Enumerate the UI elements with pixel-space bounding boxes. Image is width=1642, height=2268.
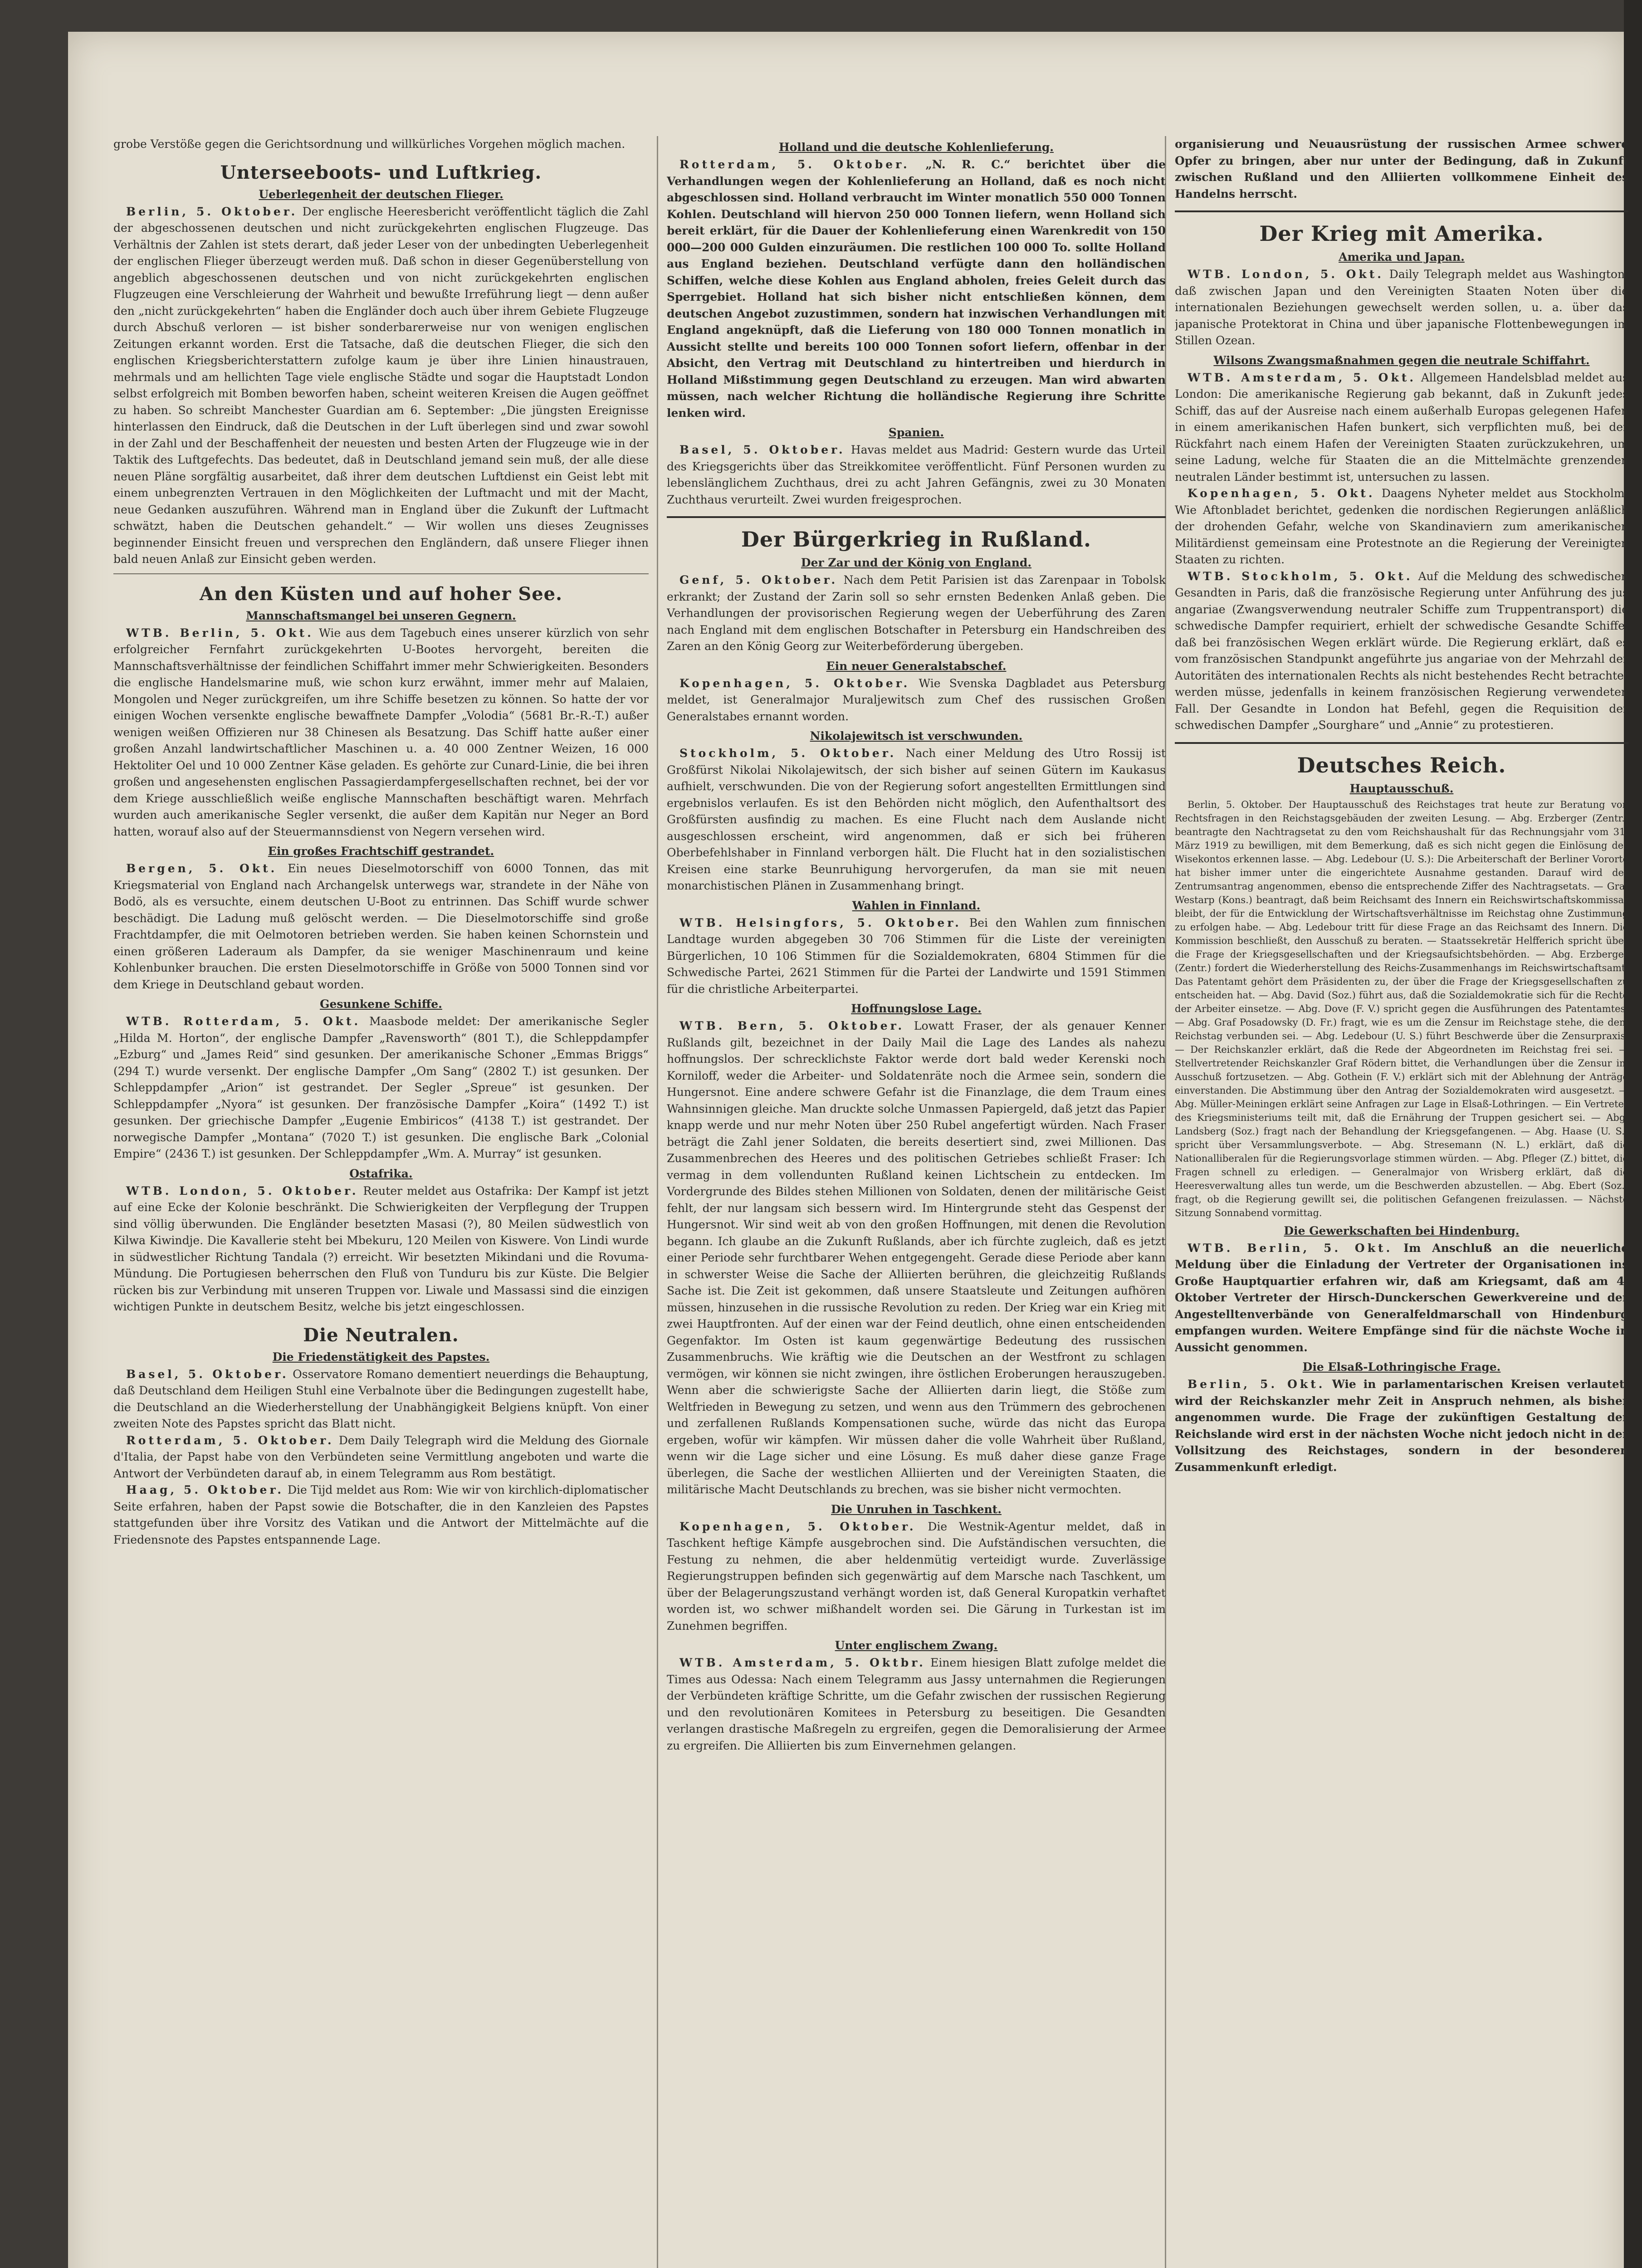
- article-text: Ein neues Dieselmotorschiff von 6000 Tonnen, das mit Kriegsmaterial von England nach Archangelsk unterwegs war, strandete in der Nähe von Bodö, als es versuchte, einem deutschen U-Boot zu entrinnen. Das Schiff wurde schwer beschädigt. Die Ladung muß gelöscht werden. — Die Dieselmotorschiffe sind große Frachtdampfer, die mit Oelmotoren betrieben werden. Sie haben keinen Schornstein und einen größeren Laderaum als Dampfer, da sie weniger Maschinenraum und keine Kohlenbunker brauchen. Die ersten Dieselmotorschiffe in Größe von 5000 Tonnen sind vor dem Kriege in Deutschland gebaut worden.: [113, 862, 649, 991]
- article-text: Daily Telegraph meldet aus Washington, daß zwischen Japan und den Vereinigten Staaten Noten über die internationalen Beziehungen gewechselt werden sollen, u. a. über das japanische Protektorat in China und über japanische Flottenbewegungen im Stillen Ozean.: [1175, 268, 1628, 347]
- dateline: Kopenhagen, 5. Oktober.: [679, 1520, 916, 1533]
- dateline: WTB. London, 5. Okt.: [1188, 268, 1384, 281]
- dateline: Kopenhagen, 5. Oktober.: [679, 676, 910, 690]
- subheading-generalstabschef: Ein neuer Generalstabschef.: [826, 659, 1007, 673]
- article-text: Auf die Meldung des schwedischen Gesandten in Paris, daß die französische Regierung unter Anführung des jus angariae (Zwangsverwendung neutraler Schiffe zum Truppentransport) die schwedische Dampfer requiriert, erhielt der schwedische Gesandte Schiffe, daß bei französischen Wegen erklärt würde. Die Regierung erklärt, daß es vom französischen Standpunkt angeführte jus angariae von der Mehrzahl der Autoritäten des internationalen Rechts als nicht bestehendes Recht betrachtet werden müsse, jedenfalls in keinem französischen Regierung verwendeten Fall. Der Gesandte in London hat Befehl, gegen die Requisition der schwedischen Dampfer „Sourghare“ und „Annie“ zu protestieren.: [1175, 569, 1628, 732]
- article-text: Osservatore Romano dementiert neuerdings die Behauptung, daß Deutschland dem Heiligen Stuhl eine Verbalnote über die Bedingungen zugestellt habe, die Deutschland an die Wiederherstellung der Unabhängigkeit Belgiens knüpft. Von einer zweiten Note des Papstes spricht das Blatt nicht.: [113, 1367, 649, 1430]
- dateline: WTB. Berlin, 5. Okt.: [1188, 1241, 1393, 1255]
- dateline: WTB. Stockholm, 5. Okt.: [1188, 569, 1413, 583]
- dateline: WTB. Amsterdam, 5. Oktbr.: [679, 1656, 926, 1669]
- section-title-kuesten: An den Küsten und auf hoher See.: [199, 583, 563, 605]
- subheading-taschkent: Die Unruhen in Taschkent.: [831, 1502, 1002, 1516]
- section-title-deutsches-reich: Deutsches Reich.: [1297, 753, 1506, 777]
- dateline: Rotterdam, 5. Oktober.: [679, 158, 910, 171]
- article-text: Wie aus dem Tagebuch eines unserer kürzlich von sehr erfolgreicher Fernfahrt zurückgekehrten U-Bootes hervorgeht, bereiten die Mannschaftsverhältnisse der feindlichen Schiffahrt immer mehr Schwierigkeiten. Besonders die englische Handelsmarine muß, wie schon kurz erwähnt, immer mehr auf Malaien, Mongolen und Neger zurückgreifen, um ihre Schiffe besetzen zu können. So hatte der vor einigen Wochen versenkte englische bewaffnete Dampfer „Volodia“ (5681 Br.-R.-T.) außer wenigen weißen Offizieren nur 38 Chinesen als Besatzung. Das Schiff hatte außer einer großen Anzahl landwirtschaftlicher Maschinen u. a. 40 000 Zentner Weizen, 16 000 Hektoliter Oel und 10 000 Zentner Käse geladen. Es gehörte zur Cunard-Linie, die bei ihren großen und angesehensten englischen Passagierdampfergesellschaften rechnet, bei der vor dem Kriege ausschließlich weiße englische Mannschaften beschäftigt waren. Mehrfach wurden auch amerikanische Segler versenkt, die außer dem Kapitän nur Neger an Bord hatten, worauf also auf der Steuermannsdienst von Negern versehen wird.: [113, 626, 649, 838]
- article-text: Die Tijd meldet aus Rom: Wie wir von kirchlich-diplomatischer Seite erfahren, haben der Papst sowie die Botschafter, die in den Kanzleien des Papstes stattgefunden über ihre Vorsitz des Vatikan und die Antwort der Mittelmächte auf die Friedensnote des Papstes entspannende Lage.: [113, 1483, 649, 1546]
- dateline: WTB. Berlin, 5. Okt.: [126, 626, 314, 640]
- dateline: WTB. Helsingfors, 5. Oktober.: [679, 916, 962, 929]
- article-text: Allgemeen Handelsblad meldet aus London: Die amerikanische Regierung gab bekannt, daß in Zukunft jedes Schiff, das auf der Ausreise nach einem außerhalb Europas gelegenen Hafen in einem amerikanischen Hafen bunkert, sich verpflichten muß, bei der Rückfahrt nach einem Hafen der Vereinigten Staaten zurückzukehren, um seine Ladung, welche für Staaten die an die Mittelmächte grenzenden neutralen Länder bestimmt ist, untersuchen zu lassen.: [1175, 371, 1628, 484]
- article-text: Reuter meldet aus Ostafrika: Der Kampf ist jetzt auf eine Ecke der Kolonie beschränkt. Die Schwierigkeiten der Verpflegung der Truppen sind völlig überwunden. Die Engländer besetzten Masasi (?), 80 Meilen südwestlich von Kilwa Kiwindje. Die Kavallerie steht bei Mbekuru, 120 Meilen von Kiswere. Von Lindi wurde in südwestlicher Richtung Tandala (?) erreicht. Wir besetzten Mikindani und die Rovuma-Mündung. Die Portugiesen beherrschen den Fluß von Tunduru bis zur Küste. Die Belgier rücken bis zur Verbindung mit unseren Truppen vor. Liwale und Massassi sind die einzigen wichtigen Punkte in deutschem Besitz, welche bis jetzt eingeschlossen.: [113, 1184, 649, 1313]
- dateline: Haag, 5. Oktober.: [126, 1483, 284, 1496]
- subheading-zar: Der Zar und der König von England.: [801, 556, 1032, 569]
- subheading-nikolajewitsch: Nikolajewitsch ist verschwunden.: [810, 729, 1023, 743]
- subheading-englischer-zwang: Unter englischem Zwang.: [835, 1639, 998, 1652]
- section-title-buergerkrieg: Der Bürgerkrieg in Rußland.: [741, 527, 1092, 552]
- column-rule-1: [657, 136, 658, 2268]
- subheading-japan: Amerika und Japan.: [1339, 250, 1465, 264]
- dateline: Rotterdam, 5. Oktober.: [126, 1433, 334, 1447]
- subheading-finnland: Wahlen in Finnland.: [852, 899, 981, 912]
- subheading-hauptausschuss: Hauptausschuß.: [1349, 782, 1454, 795]
- dateline: Berlin, 5. Oktober.: [126, 205, 298, 218]
- divider: [113, 573, 649, 574]
- article-text: Einem hiesigen Blatt zufolge meldet die Times aus Odessa: Nach einem Telegramm aus Jassy unternahmen die Regierungen der Verbündeten kräftige Schritte, um die Gefahr zwischen der russischen Regierung und den revolutionären Komitees in Petersburg zu beseitigen. Die Gesandten verlangen drastische Maßregeln zu ergreifen, gegen die Demoralisierung der Armee zu ergreifen. Die Alliierten bis zum Einvernehmen gelangen.: [667, 1656, 1166, 1752]
- continued-text: organisierung und Neuausrüstung der russischen Armee schwere Opfer zu bringen, aber nur unter der Bedingung, daß in Zukunft zwischen Rußland und den Alliierten vollkommene Einheit des Handelns herrscht.: [1175, 137, 1628, 200]
- column-1: [113, 136, 649, 1548]
- article-text: Havas meldet aus Madrid: Gestern wurde das Urteil des Kriegsgerichts über das Streikkomitee veröffentlicht. Fünf Personen wurden zu lebenslänglichem Zuchthaus, drei zu acht Jahren Gefängnis, zwei zu 30 Monaten Zuchthaus verurteilt. Zwei wurden freigesprochen.: [667, 443, 1166, 506]
- subheading-gesunkene-schiffe: Gesunkene Schiffe.: [320, 997, 442, 1011]
- subheading-elsass-lothringen: Die Elsaß-Lothringische Frage.: [1302, 1360, 1501, 1374]
- article-text: Dem Daily Telegraph wird die Meldung des Giornale d'Italia, der Papst habe von den Verbündeten seine Vermittlung angeboten und warte die Antwort der Verbündeten darauf ab, in einem Telegramm aus Rom bestätigt.: [113, 1433, 649, 1480]
- subheading-papst: Die Friedenstätigkeit des Papstes.: [272, 1350, 490, 1364]
- dateline: WTB. Rotterdam, 5. Okt.: [126, 1015, 361, 1028]
- article-text: Der englische Heeresbericht veröffentlicht täglich die Zahl der abgeschossenen deutschen und nicht zurückgekehrten englischen Flugzeuge. Das Verhältnis der Zahlen ist stets derart, daß jeder Leser von der unbedingten Ueberlegenheit der englischen Flieger überzeugt werden muß. Daß schon in dieser Gegenüberstellung von angeblich abgeschossenen deutschen und von nicht zurückgekehrten englischen Flugzeugen eine Verschleierung der Wahrheit und bewußte Irreführung liegt — denn außer den „nicht zurückgekehrten“ haben die Engländer doch auch über ihrem Gebiete Flugzeuge durch Abschuß verloren — ist bisher sonderbarerweise nur von wenigen englischen Zeitungen erkannt worden. Erst die Tatsache, daß die deutschen Flieger, die sich den englischen Kriegsberichterstattern zufolge kaum je über ihre Linien hinaustrauen, mehrmals und am hellichten Tage viele englische Städte und sogar die Hauptstadt London selbst erfolgreich mit Bomben beworfen haben, scheint weiteren Kreisen die Augen geöffnet zu haben. So schreibt Manchester Guardian am 6. September: „Die jüngsten Ereignisse hinterlassen den Eindruck, daß die Deutschen in der Luft überlegen sind und zwar sowohl in der Zahl und der Beschaffenheit der neuesten und besten Arten der Flugzeuge wie in der Taktik des Luftgefechts. Das bedeutet, daß in Deutschland jemand sein muß, der alle diese neuen Pläne sorgfältig ausarbeitet, daß ihrer dem deutschen Luftdienst ein Geist lebt mit einem unbegrenzten Vertrauen in den Möglichkeiten der Luftmacht und mit der Macht, neue Gedanken auszuführen. Während man in England über die Zukunft der Luftmacht schwätzt, haben die Deutschen gehandelt.“ — Wir wollen uns dieses Zeugnisses beginnender Einsicht freuen und versprechen den Engländern, daß unsere Flieger ihnen bald neuen Anlaß zur Einsicht geben werden.: [113, 205, 649, 566]
- dateline: Berlin, 5. Okt.: [1188, 1378, 1325, 1391]
- dateline: WTB. Amsterdam, 5. Okt.: [1188, 371, 1417, 384]
- article-text-small: Berlin, 5. Oktober. Der Hauptausschuß des Reichstages trat heute zur Beratung von Rechtsfragen in den Reichstagsgebäuden der zweiten Lesung. — Abg. Erzberger (Zentr.) beantragte den Nachtragsetat zu den vom Reichshaushalt für das Rechnungsjahr vom 31. März 1919 zu bewilligen, mit dem Bemerkung, daß es sich nicht gegen die Einlösung des Wisekontos erkennen lasse. — Abg. Ledebour (U. S.): Die Arbeiterschaft der Berliner Vororte hat bisher immer unter die eingerichtete Ausnahme gestanden. Darauf wird der Zentrumsantrag angenommen, ebenso die entsprechende Ziffer des Nachtragsetats. — Graf Westarp (Kons.) beantragt, daß beim Reichsamt des Innern ein Reichswirtschaftskommissar bleibt, der für die Entwicklung der Wirtschaftsverhältnisse im Reichstag ohne Zustimmung zu erfolgen habe. — Abg. Ledebour tritt für diese Frage an das Reichsamt des Innern. Die Kommission beschließt, den Ausschuß zu beraten. — Staatssekretär Helfferich spricht über die Frage der Kriegsgesellschaften und der Kriegsaufsichtsbehörden. — Abg. Erzberger (Zentr.) fordert die Wiederherstellung des Reichs-Zusammenhangs im Reichswirtschaftsamt. Das Patentamt gehört dem Präsidenten zu, der über die Frage der Kriegsgesellschaften zu entscheiden hat. — Abg. David (Soz.) führt aus, daß die Sozialdemokratie sich für die Rechte der Arbeiter einsetze. — Abg. Dove (F. V.) spricht gegen die Ausführungen des Patentamtes. — Abg. Graf Posadowsky (D. Fr.) fragt, wie es um die Zensur im Reichstage stehe, die dem Reichstag verbunden sei. — Abg. Ledebour (U. S.) führt Beschwerde über die Zensurpraxis. — Der Reichskanzler erklärt, daß die Rede der Abgeordneten im Reichstag frei sei. — Stellvertretender Reichskanzler Graf Rödern bittet, die Verhandlungen über die Zensur im Ausschuß fortzusetzen. — Abg. Gothein (F. V.) erklärt sich mit der Ablehnung der Anträge einverstanden. Die Abstimmung über den Antrag der Sozialdemokraten wird ausgesetzt. — Abg. Müller-Meiningen erklärt seine Anfragen zur Lage in Elsaß-Lothringen. — Ein Vertreter des Kriegsministeriums teilt mit, daß die Ernährung der Truppen gesichert sei. — Abg. Landsberg (Soz.) fragt nach der Behandlung der Kriegsgefangenen. — Abg. Haase (U. S.) spricht über Versammlungsverbote. — Abg. Stresemann (N. L.) erklärt, daß die Nationalliberalen für die Regierungsvorlage stimmen würden. — Abg. Pfleger (Z.) bittet, die Fragen schnell zu erledigen. — Generalmajor von Wrisberg erklärt, daß die Heeresverwaltung alles tun werde, um die Beschwerden abzustellen. — Abg. Ebert (Soz.) fragt, ob die Regierung gewillt sei, die politischen Gefangenen freizulassen. — Nächste Sitzung Sonnabend vormittag.: [1175, 799, 1628, 1218]
- dateline: Genf, 5. Oktober.: [679, 573, 838, 587]
- article-text: Wie in parlamentarischen Kreisen verlautet, wird der Reichskanzler mehr Zeit in Anspruch nehmen, als bisher angenommen wurde. Die Frage der zukünftigen Gestaltung der Reichslande wird erst in der nächsten Woche nicht jedoch nicht in der Vollsitzung des Reichstages, sondern in der besonderen Zusammenkunft erledigt.: [1175, 1378, 1628, 1474]
- subheading-ostafrika: Ostafrika.: [349, 1167, 413, 1180]
- article-text: Wie Svenska Dagbladet aus Petersburg meldet, ist Generalmajor Muraljewitsch zum Chef des russischen Großen Generalstabes ernannt worden.: [667, 676, 1166, 723]
- divider: [1175, 210, 1628, 212]
- article-text: Maasbode meldet: Der amerikanische Segler „Hilda M. Horton“, der englische Dampfer „Ravensworth“ (801 T.), die Schleppdampfer „Ezburg“ und „James Reid“ sind gesunken. Der amerikanische Schoner „Emmas Briggs“ (294 T.) wurde versenkt. Der englische Dampfer „Om Sang“ (2802 T.) ist gesunken. Der Schleppdampfer „Arion“ ist gestrandet. Der Segler „Spreue“ ist gesunken. Der Schleppdampfer „Nyora“ ist gesunken. Der französische Dampfer „Koira“ (1492 T.) ist gesunken. Der griechische Dampfer „Eugenie Embiricos“ (4138 T.) ist gestrandet. Der norwegische Dampfer „Montana“ (7020 T.) ist gesunken. Die englische Bark „Colonial Empire“ (2436 T.) ist gesunken. Der Schleppdampfer „Wm. A. Murray“ ist gesunken.: [113, 1015, 649, 1160]
- dateline: Kopenhagen, 5. Okt.: [1188, 487, 1375, 500]
- article-text: Bei den Wahlen zum finnischen Landtage wurden abgegeben 30 706 Stimmen für die Liste der vereinigten Bürgerlichen, 10 106 Stimmen für die Sozialdemokraten, 6804 Stimmen für die Schwedische Partei, 2621 Stimmen für die Partei der Landwirte und 1591 Stimmen für die christliche Arbeiterpartei.: [667, 916, 1166, 996]
- dateline: Basel, 5. Oktober.: [126, 1367, 289, 1381]
- dateline: Basel, 5. Oktober.: [679, 443, 845, 456]
- divider: [1175, 742, 1628, 744]
- subheading-kohlenlieferung: Holland und die deutsche Kohlenlieferung.: [778, 141, 1054, 154]
- subheading-spanien: Spanien.: [888, 426, 944, 439]
- article-text: Im Anschluß an die neuerliche Meldung über die Einladung der Vertreter der Organisationen ins Große Hauptquartier erfahren wir, daß am Kriegsamt, daß am 4. Oktober Vertreter der Hirsch-Dunckerschen Gewerkvereine und der Angestelltenverbände von Generalfeldmarschall von Hindenburg empfangen wurden. Weitere Empfänge sind für die nächste Woche in Aussicht genommen.: [1175, 1241, 1628, 1354]
- article-text: Die Westnik-Agentur meldet, daß in Taschkent heftige Kämpfe ausgebrochen sind. Die Aufständischen versuchten, die Festung zu nehmen, die aber heldenmütig verteidigt wurde. Zuverlässige Regierungstruppen befinden sich gegenwärtig auf dem Marsche nach Taschkent, um über der Belagerungszustand verhängt worden ist, daß General Kuropatkin verhaftet worden ist, wo schwer mißhandelt worden sei. Die Gärung in Turkestan ist im Zunehmen begriffen.: [667, 1520, 1166, 1633]
- dateline: WTB. London, 5. Oktober.: [126, 1184, 359, 1198]
- article-text: Daagens Nyheter meldet aus Stockholm: Wie Aftonbladet berichtet, gedenken die nordischen Regierungen anläßlich der drohenden Gefahr, welche von Skandinaviern zum amerikanischen Militärdienst gemeinsam eine Protestnote an die Regierung der Vereinigten Staaten zu richten.: [1175, 487, 1628, 566]
- article-text: Nach dem Petit Parisien ist das Zarenpaar in Tobolsk erkrankt; der Zustand der Zarin soll so sehr ernsten Bedenken Anlaß geben. Die Verhandlungen der provisorischen Regierung wegen der Ueberführung des Zaren nach England mit dem englischen Botschafter in Petersburg ein Handschreiben des Zaren an den König Georg zur Weiterbeförderung übergeben.: [667, 573, 1166, 653]
- article-text: „N. R. C.“ berichtet über die Verhandlungen wegen der Kohlenlieferung an Holland, daß es noch nicht abgeschlossen sind. Holland verbraucht im Winter monatlich 550 000 Tonnen Kohlen. Deutschland will hiervon 250 000 Tonnen liefern, wenn Holland sich bereit erklärt, für die Dauer der Kohlenlieferung einen Warenkredit von 150 000—200 000 Gulden einzuräumen. Die restlichen 100 000 To. sollte Holland aus England beziehen. Deutschland verfügte dann den holländischen Schiffen, welche diese Kohlen aus England abholen, freies Geleit durch das Sperrgebiet. Holland hat sich bisher nicht entschließen können, dem deutschen Angebot zuzustimmen, sondern hat inzwischen Verhandlungen mit England angeknüpft, daß die Lieferung von 180 000 Tonnen monatlich in Aussicht stellte und bereits 100 000 Tonnen sofort liefern, offenbar in der Absicht, den Vertrag mit Deutschland zu hintertreiben und hierdurch in Holland Mißstimmung gegen Deutschland zu erzeugen. Man wird abwarten müssen, nach welcher Richtung die holländische Regierung ihre Schritte lenken wird.: [667, 158, 1166, 420]
- subheading-gewerkschaften: Die Gewerkschaften bei Hindenburg.: [1284, 1224, 1520, 1237]
- section-title-amerika: Der Krieg mit Amerika.: [1259, 221, 1544, 246]
- subheading-flieger: Ueberlegenheit der deutschen Flieger.: [259, 187, 503, 201]
- dateline: Bergen, 5. Okt.: [126, 862, 278, 875]
- dateline: WTB. Bern, 5. Oktober.: [679, 1019, 905, 1032]
- subheading-hoffnungslose-lage: Hoffnungslose Lage.: [851, 1002, 982, 1015]
- article-text: Lowatt Fraser, der als genauer Kenner Rußlands gilt, bezeichnet in der Daily Mail die Lage des Landes als nahezu hoffnungslos. Der schrecklichste Faktor werde dort bald weder Kerenski noch Korniloff, weder die Arbeiter- und Soldatenräte noch die Armee sein, sondern die Hungersnot. Eine andere schwere Gefahr ist die Finanzlage, die dem Traum eines Wahnsinnigen gleiche. Man druckte solche Unmassen Papiergeld, daß jetzt das Papier knapp werde und nur mehr Noten über 250 Rubel angefertigt würden. Nach Fraser beträgt die Zahl jener Soldaten, die bereits desertiert sind, zwei Millionen. Das Zusammenbrechen des Heeres und des politischen Getriebes schließt Fraser: Ich vermag in dem vollendunten Rußland keinen Lichtschein zu entdecken. Im Vordergrunde des Bildes stehen Millionen von Soldaten, denen der militärische Geist fehlt, der nur langsam sich bessern wird. Im Hintergrunde steht das Gespenst der Hungersnot. Wir sind weit ab von den großen Hoffnungen, mit denen die Revolution begann. Ich glaube an die Zukunft Rußlands, aber ich fürchte zugleich, daß es jetzt einer Periode sehr furchtbarer Wehen entgegengeht. Gerade diese Periode aber kann in schwerster Weise die Sache der Alliierten berühren, die gleichzeitig Rußlands Sache ist. Die Zeit ist gekommen, daß unsere Staatsleute und Zeitungen aufhören müssen, hinzusehen in die russische Revolution zu reden. Der Krieg war ein Krieg mit zwei Hauptfronten. Auf der einen war der Feind deutlich, ohne einen entscheidenden Gegenfaktor. Im Osten ist kaum gegenwärtige Bedeutung des russischen Zusammenbruchs. Wie kräftig wie die Deutschen an der Westfront zu schlagen vermögen, wir können sie nicht zwingen, ihre östlichen Eroberungen herauszugeben. Wenn aber die schwierigste Sache der Alliierten darin liegt, die Stöße zum Weltfrieden in Bewegung zu setzen, und wenn aus den Trümmern des gebrochenen und zerfallenen Rußlands Kompensationen suche, würde das nicht das Europa ergeben, wofür wir kämpfen. Wir müssen daher die volle Wahrheit über Rußland, wenn wir die Lage sicher und eine Lösung. Es muß daher diese ganze Frage überlegen, die Sache der westlichen Alliierten und der Vereinigten Staaten, die militärische Macht Deutschlands zu brechen, was sie bisher nicht vermochten.: [667, 1019, 1166, 1496]
- article-text: Nach einer Meldung des Utro Rossij ist Großfürst Nikolai Nikolajewitsch, der sich bisher auf seinen Gütern im Kaukasus aufhielt, verschwunden. Die von der Regierung sofort angestellten Ermittlungen sind ergebnislos verlaufen. Es ist den Behörden nicht möglich, den Aufenthaltsort des Großfürsten ausfindig zu machen. Es eine Flucht nach dem Auslande nicht ausgeschlossen erscheint, wird angenommen, daß er sich bei früheren Oberbefehlshaber in Finnland verborgen hält. Die Flucht hat in den sozialistischen Kreisen eine starke Beunruhigung hervorgerufen, da man sie mit neuen monarchistischen Plänen in Zusammenhang bringt.: [667, 747, 1166, 892]
- subheading-frachtschiff: Ein großes Frachtschiff gestrandet.: [268, 845, 494, 858]
- column-2: [667, 136, 1166, 1754]
- divider: [667, 516, 1166, 518]
- column-3: [1175, 136, 1628, 1476]
- intro-text: grobe Verstöße gegen die Gerichtsordnung und willkürliches Vorgehen möglich machen.: [113, 137, 626, 151]
- subheading-zwangsmassnahmen: Wilsons Zwangsmaßnahmen gegen die neutrale Schiffahrt.: [1213, 353, 1590, 367]
- dateline: Stockholm, 5. Oktober.: [679, 747, 897, 760]
- section-title-uboot-luftkrieg: Unterseeboots- und Luftkrieg.: [220, 161, 542, 183]
- subheading-mannschaftsmangel: Mannschaftsmangel bei unseren Gegnern.: [246, 609, 516, 622]
- section-title-neutralen: Die Neutralen.: [303, 1324, 459, 1346]
